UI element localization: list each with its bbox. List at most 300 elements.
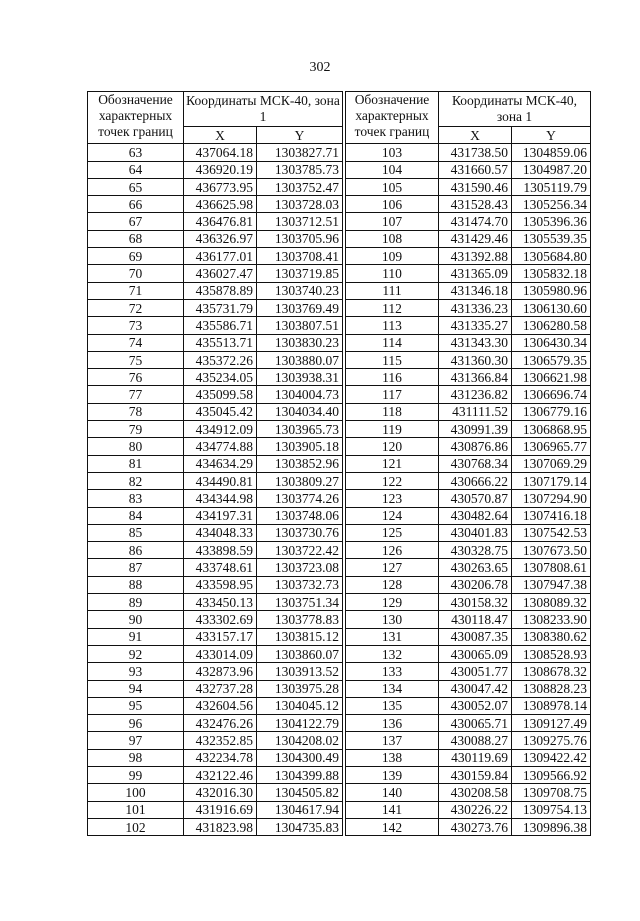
table-row [88,732,343,749]
y-coordinate: 1308089.32 [512,594,591,611]
point-number: 139 [346,766,439,783]
y-coordinate: 1308828.23 [512,680,591,697]
table-row [346,507,591,524]
table-row [346,196,591,213]
x-coordinate: 434912.09 [184,421,257,438]
x-coordinate: 430666.22 [439,472,512,489]
table-row [346,351,591,368]
x-coordinate: 431823.98 [184,818,257,835]
point-number: 80 [88,438,184,455]
x-coordinate: 430087.35 [439,628,512,645]
y-coordinate: 1307673.50 [512,542,591,559]
point-number: 70 [88,265,184,282]
designation-header: Обозначение характерных точек границ [346,92,439,144]
x-coordinate: 430051.77 [439,663,512,680]
table-row [346,594,591,611]
y-coordinate: 1303785.73 [257,161,343,178]
y-coordinate: 1306621.98 [512,369,591,386]
point-number: 135 [346,697,439,714]
point-number: 132 [346,645,439,662]
y-coordinate: 1303719.85 [257,265,343,282]
y-coordinate: 1307294.90 [512,490,591,507]
table-row [88,524,343,541]
point-number: 107 [346,213,439,230]
x-coordinate: 431916.69 [184,801,257,818]
point-number: 84 [88,507,184,524]
x-coordinate: 436177.01 [184,248,257,265]
point-number: 121 [346,455,439,472]
table-row [88,766,343,783]
table-row [346,818,591,835]
point-number: 103 [346,144,439,161]
point-number: 141 [346,801,439,818]
y-coordinate: 1303815.12 [257,628,343,645]
y-coordinate: 1306280.58 [512,317,591,334]
y-coordinate: 1303827.71 [257,144,343,161]
point-number: 129 [346,594,439,611]
point-number: 133 [346,663,439,680]
x-coordinate: 430226.22 [439,801,512,818]
x-coordinate: 430768.34 [439,455,512,472]
y-coordinate: 1305832.18 [512,265,591,282]
table-row [88,386,343,403]
y-coordinate: 1306965.77 [512,438,591,455]
table-row [88,248,343,265]
x-coordinate: 431474.70 [439,213,512,230]
point-number: 98 [88,749,184,766]
point-number: 109 [346,248,439,265]
y-coordinate: 1304300.49 [257,749,343,766]
point-number: 130 [346,611,439,628]
x-coordinate: 433748.61 [184,559,257,576]
table-row [88,455,343,472]
point-number: 83 [88,490,184,507]
x-coordinate: 430401.83 [439,524,512,541]
point-number: 142 [346,818,439,835]
coordinates-table-right [345,91,591,836]
table-row [88,369,343,386]
x-coordinate: 431528.43 [439,196,512,213]
point-number: 75 [88,351,184,368]
point-number: 95 [88,697,184,714]
y-coordinate: 1306696.74 [512,386,591,403]
y-coordinate: 1303752.47 [257,178,343,195]
table-row [346,784,591,801]
y-coordinate: 1307808.61 [512,559,591,576]
point-number: 67 [88,213,184,230]
y-coordinate: 1303852.96 [257,455,343,472]
x-coordinate: 431660.57 [439,161,512,178]
x-coordinate: 431429.46 [439,230,512,247]
point-number: 128 [346,576,439,593]
y-coordinate: 1309127.49 [512,715,591,732]
y-coordinate: 1303905.18 [257,438,343,455]
y-coordinate: 1304735.83 [257,818,343,835]
y-coordinate: 1303938.31 [257,369,343,386]
point-number: 116 [346,369,439,386]
x-coordinate: 430159.84 [439,766,512,783]
x-header: X [439,127,512,144]
point-number: 96 [88,715,184,732]
x-coordinate: 432476.26 [184,715,257,732]
x-coordinate: 434490.81 [184,472,257,489]
point-number: 127 [346,559,439,576]
y-coordinate: 1303860.07 [257,645,343,662]
table-row [88,144,343,161]
x-coordinate: 433450.13 [184,594,257,611]
table-row [88,645,343,662]
point-number: 81 [88,455,184,472]
point-number: 118 [346,403,439,420]
x-coordinate: 433598.95 [184,576,257,593]
x-coordinate: 430328.75 [439,542,512,559]
table-row [346,732,591,749]
point-number: 92 [88,645,184,662]
table-row [88,490,343,507]
table-row [88,282,343,299]
table-row [346,248,591,265]
table-row [346,801,591,818]
table-row [88,594,343,611]
x-coordinate: 430570.87 [439,490,512,507]
x-coordinate: 432122.46 [184,766,257,783]
point-number: 125 [346,524,439,541]
table-row [346,161,591,178]
point-number: 100 [88,784,184,801]
point-number: 76 [88,369,184,386]
x-coordinate: 432234.78 [184,749,257,766]
table-row [88,784,343,801]
table-row [88,749,343,766]
table-row [346,403,591,420]
point-number: 113 [346,317,439,334]
y-coordinate: 1307179.14 [512,472,591,489]
x-coordinate: 435731.79 [184,299,257,316]
x-coordinate: 430208.58 [439,784,512,801]
y-coordinate: 1308978.14 [512,697,591,714]
table-row [88,680,343,697]
x-coordinate: 434344.98 [184,490,257,507]
point-number: 94 [88,680,184,697]
table-row [88,299,343,316]
table-row [88,230,343,247]
point-number: 115 [346,351,439,368]
point-number: 71 [88,282,184,299]
point-number: 90 [88,611,184,628]
x-header: X [184,127,257,144]
x-coordinate: 430047.42 [439,680,512,697]
y-header: Y [512,127,591,144]
x-coordinate: 434197.31 [184,507,257,524]
x-coordinate: 434774.88 [184,438,257,455]
y-coordinate: 1303913.52 [257,663,343,680]
x-coordinate: 430482.64 [439,507,512,524]
point-number: 99 [88,766,184,783]
y-coordinate: 1303809.27 [257,472,343,489]
point-number: 106 [346,196,439,213]
table-row [346,178,591,195]
table-row [346,317,591,334]
x-coordinate: 433302.69 [184,611,257,628]
point-number: 93 [88,663,184,680]
y-coordinate: 1307947.38 [512,576,591,593]
table-row [88,472,343,489]
y-coordinate: 1309275.76 [512,732,591,749]
x-coordinate: 434048.33 [184,524,257,541]
point-number: 86 [88,542,184,559]
x-coordinate: 430118.47 [439,611,512,628]
point-number: 88 [88,576,184,593]
y-coordinate: 1303705.96 [257,230,343,247]
x-coordinate: 431111.52 [439,403,512,420]
point-number: 108 [346,230,439,247]
point-number: 117 [346,386,439,403]
y-coordinate: 1304859.06 [512,144,591,161]
table-row [346,680,591,697]
table-row [346,472,591,489]
table-row [88,628,343,645]
y-coordinate: 1305119.79 [512,178,591,195]
x-coordinate: 433014.09 [184,645,257,662]
table-row [346,715,591,732]
x-coordinate: 430065.09 [439,645,512,662]
x-coordinate: 432352.85 [184,732,257,749]
x-coordinate: 436625.98 [184,196,257,213]
table-row [346,559,591,576]
table-row [346,144,591,161]
y-coordinate: 1309422.42 [512,749,591,766]
table-row [346,386,591,403]
y-coordinate: 1304034.40 [257,403,343,420]
designation-header: Обозначение характерных точек границ [88,92,184,144]
table-row [88,507,343,524]
table-row [346,421,591,438]
y-coordinate: 1305539.35 [512,230,591,247]
point-number: 65 [88,178,184,195]
y-coordinate: 1309896.38 [512,818,591,835]
x-coordinate: 437064.18 [184,144,257,161]
y-header: Y [257,127,343,144]
table-row [346,611,591,628]
point-number: 73 [88,317,184,334]
table-row [88,801,343,818]
x-coordinate: 434634.29 [184,455,257,472]
point-number: 137 [346,732,439,749]
table-row [88,559,343,576]
y-coordinate: 1304045.12 [257,697,343,714]
x-coordinate: 431590.46 [439,178,512,195]
point-number: 72 [88,299,184,316]
point-number: 120 [346,438,439,455]
x-coordinate: 433898.59 [184,542,257,559]
y-coordinate: 1303723.08 [257,559,343,576]
point-number: 140 [346,784,439,801]
table-row [88,178,343,195]
y-coordinate: 1303778.83 [257,611,343,628]
point-number: 123 [346,490,439,507]
y-coordinate: 1304505.82 [257,784,343,801]
y-coordinate: 1308380.62 [512,628,591,645]
point-number: 63 [88,144,184,161]
point-number: 68 [88,230,184,247]
table-row [346,455,591,472]
table-row [88,438,343,455]
table-row [346,576,591,593]
x-coordinate: 430065.71 [439,715,512,732]
point-number: 89 [88,594,184,611]
point-number: 77 [88,386,184,403]
point-number: 78 [88,403,184,420]
x-coordinate: 435045.42 [184,403,257,420]
table-row [88,161,343,178]
y-coordinate: 1303730.76 [257,524,343,541]
x-coordinate: 430158.32 [439,594,512,611]
y-coordinate: 1307069.29 [512,455,591,472]
point-number: 82 [88,472,184,489]
x-coordinate: 432016.30 [184,784,257,801]
x-coordinate: 436773.95 [184,178,257,195]
table-row [88,576,343,593]
x-coordinate: 435586.71 [184,317,257,334]
point-number: 85 [88,524,184,541]
y-coordinate: 1307542.53 [512,524,591,541]
table-row [346,524,591,541]
y-coordinate: 1303748.06 [257,507,343,524]
table-row [88,611,343,628]
point-number: 66 [88,196,184,213]
x-coordinate: 430263.65 [439,559,512,576]
table-row [346,334,591,351]
table-row [346,749,591,766]
x-coordinate: 431365.09 [439,265,512,282]
y-coordinate: 1305256.34 [512,196,591,213]
x-coordinate: 431236.82 [439,386,512,403]
y-coordinate: 1303751.34 [257,594,343,611]
x-coordinate: 431738.50 [439,144,512,161]
y-coordinate: 1306779.16 [512,403,591,420]
point-number: 126 [346,542,439,559]
x-coordinate: 432873.96 [184,663,257,680]
x-coordinate: 431346.18 [439,282,512,299]
x-coordinate: 431335.27 [439,317,512,334]
y-coordinate: 1304208.02 [257,732,343,749]
table-row [88,196,343,213]
y-coordinate: 1303740.23 [257,282,343,299]
x-coordinate: 430206.78 [439,576,512,593]
y-coordinate: 1308233.90 [512,611,591,628]
y-coordinate: 1305396.36 [512,213,591,230]
x-coordinate: 430119.69 [439,749,512,766]
point-number: 69 [88,248,184,265]
y-coordinate: 1309708.75 [512,784,591,801]
y-coordinate: 1303830.23 [257,334,343,351]
point-number: 87 [88,559,184,576]
point-number: 136 [346,715,439,732]
x-coordinate: 435234.05 [184,369,257,386]
y-coordinate: 1303722.42 [257,542,343,559]
x-coordinate: 433157.17 [184,628,257,645]
table-row [346,663,591,680]
point-number: 101 [88,801,184,818]
y-coordinate: 1304399.88 [257,766,343,783]
x-coordinate: 435878.89 [184,282,257,299]
y-coordinate: 1308678.32 [512,663,591,680]
x-coordinate: 436476.81 [184,213,257,230]
x-coordinate: 435099.58 [184,386,257,403]
x-coordinate: 435513.71 [184,334,257,351]
y-coordinate: 1305980.96 [512,282,591,299]
table-row [346,438,591,455]
y-coordinate: 1307416.18 [512,507,591,524]
table-row [346,213,591,230]
y-coordinate: 1303712.51 [257,213,343,230]
point-number: 91 [88,628,184,645]
table-row [88,265,343,282]
point-number: 104 [346,161,439,178]
x-coordinate: 430991.39 [439,421,512,438]
y-coordinate: 1303807.51 [257,317,343,334]
table-row [88,213,343,230]
point-number: 112 [346,299,439,316]
x-coordinate: 436326.97 [184,230,257,247]
y-coordinate: 1303880.07 [257,351,343,368]
x-coordinate: 436027.47 [184,265,257,282]
coordinates-table-left [87,91,343,836]
x-coordinate: 430273.76 [439,818,512,835]
table-row [88,403,343,420]
x-coordinate: 435372.26 [184,351,257,368]
table-row [88,818,343,835]
y-coordinate: 1308528.93 [512,645,591,662]
table-row [88,334,343,351]
x-coordinate: 430876.86 [439,438,512,455]
x-coordinate: 430052.07 [439,697,512,714]
table-row [88,421,343,438]
y-coordinate: 1309754.13 [512,801,591,818]
point-number: 105 [346,178,439,195]
y-coordinate: 1306868.95 [512,421,591,438]
y-coordinate: 1303774.26 [257,490,343,507]
table-row [346,628,591,645]
table-row [88,715,343,732]
y-coordinate: 1304004.73 [257,386,343,403]
table-row [346,282,591,299]
point-number: 79 [88,421,184,438]
point-number: 131 [346,628,439,645]
y-coordinate: 1303708.41 [257,248,343,265]
point-number: 111 [346,282,439,299]
table-row [88,317,343,334]
y-coordinate: 1306430.34 [512,334,591,351]
table-row [346,230,591,247]
x-coordinate: 432737.28 [184,680,257,697]
coords-header: Координаты МСК-40, зона 1 [184,92,343,127]
table-row [88,697,343,714]
table-row [346,645,591,662]
table-row [346,697,591,714]
point-number: 122 [346,472,439,489]
y-coordinate: 1304617.94 [257,801,343,818]
table-row [346,542,591,559]
point-number: 64 [88,161,184,178]
y-coordinate: 1309566.92 [512,766,591,783]
x-coordinate: 431360.30 [439,351,512,368]
x-coordinate: 432604.56 [184,697,257,714]
point-number: 124 [346,507,439,524]
y-coordinate: 1304987.20 [512,161,591,178]
point-number: 102 [88,818,184,835]
table-row [88,351,343,368]
